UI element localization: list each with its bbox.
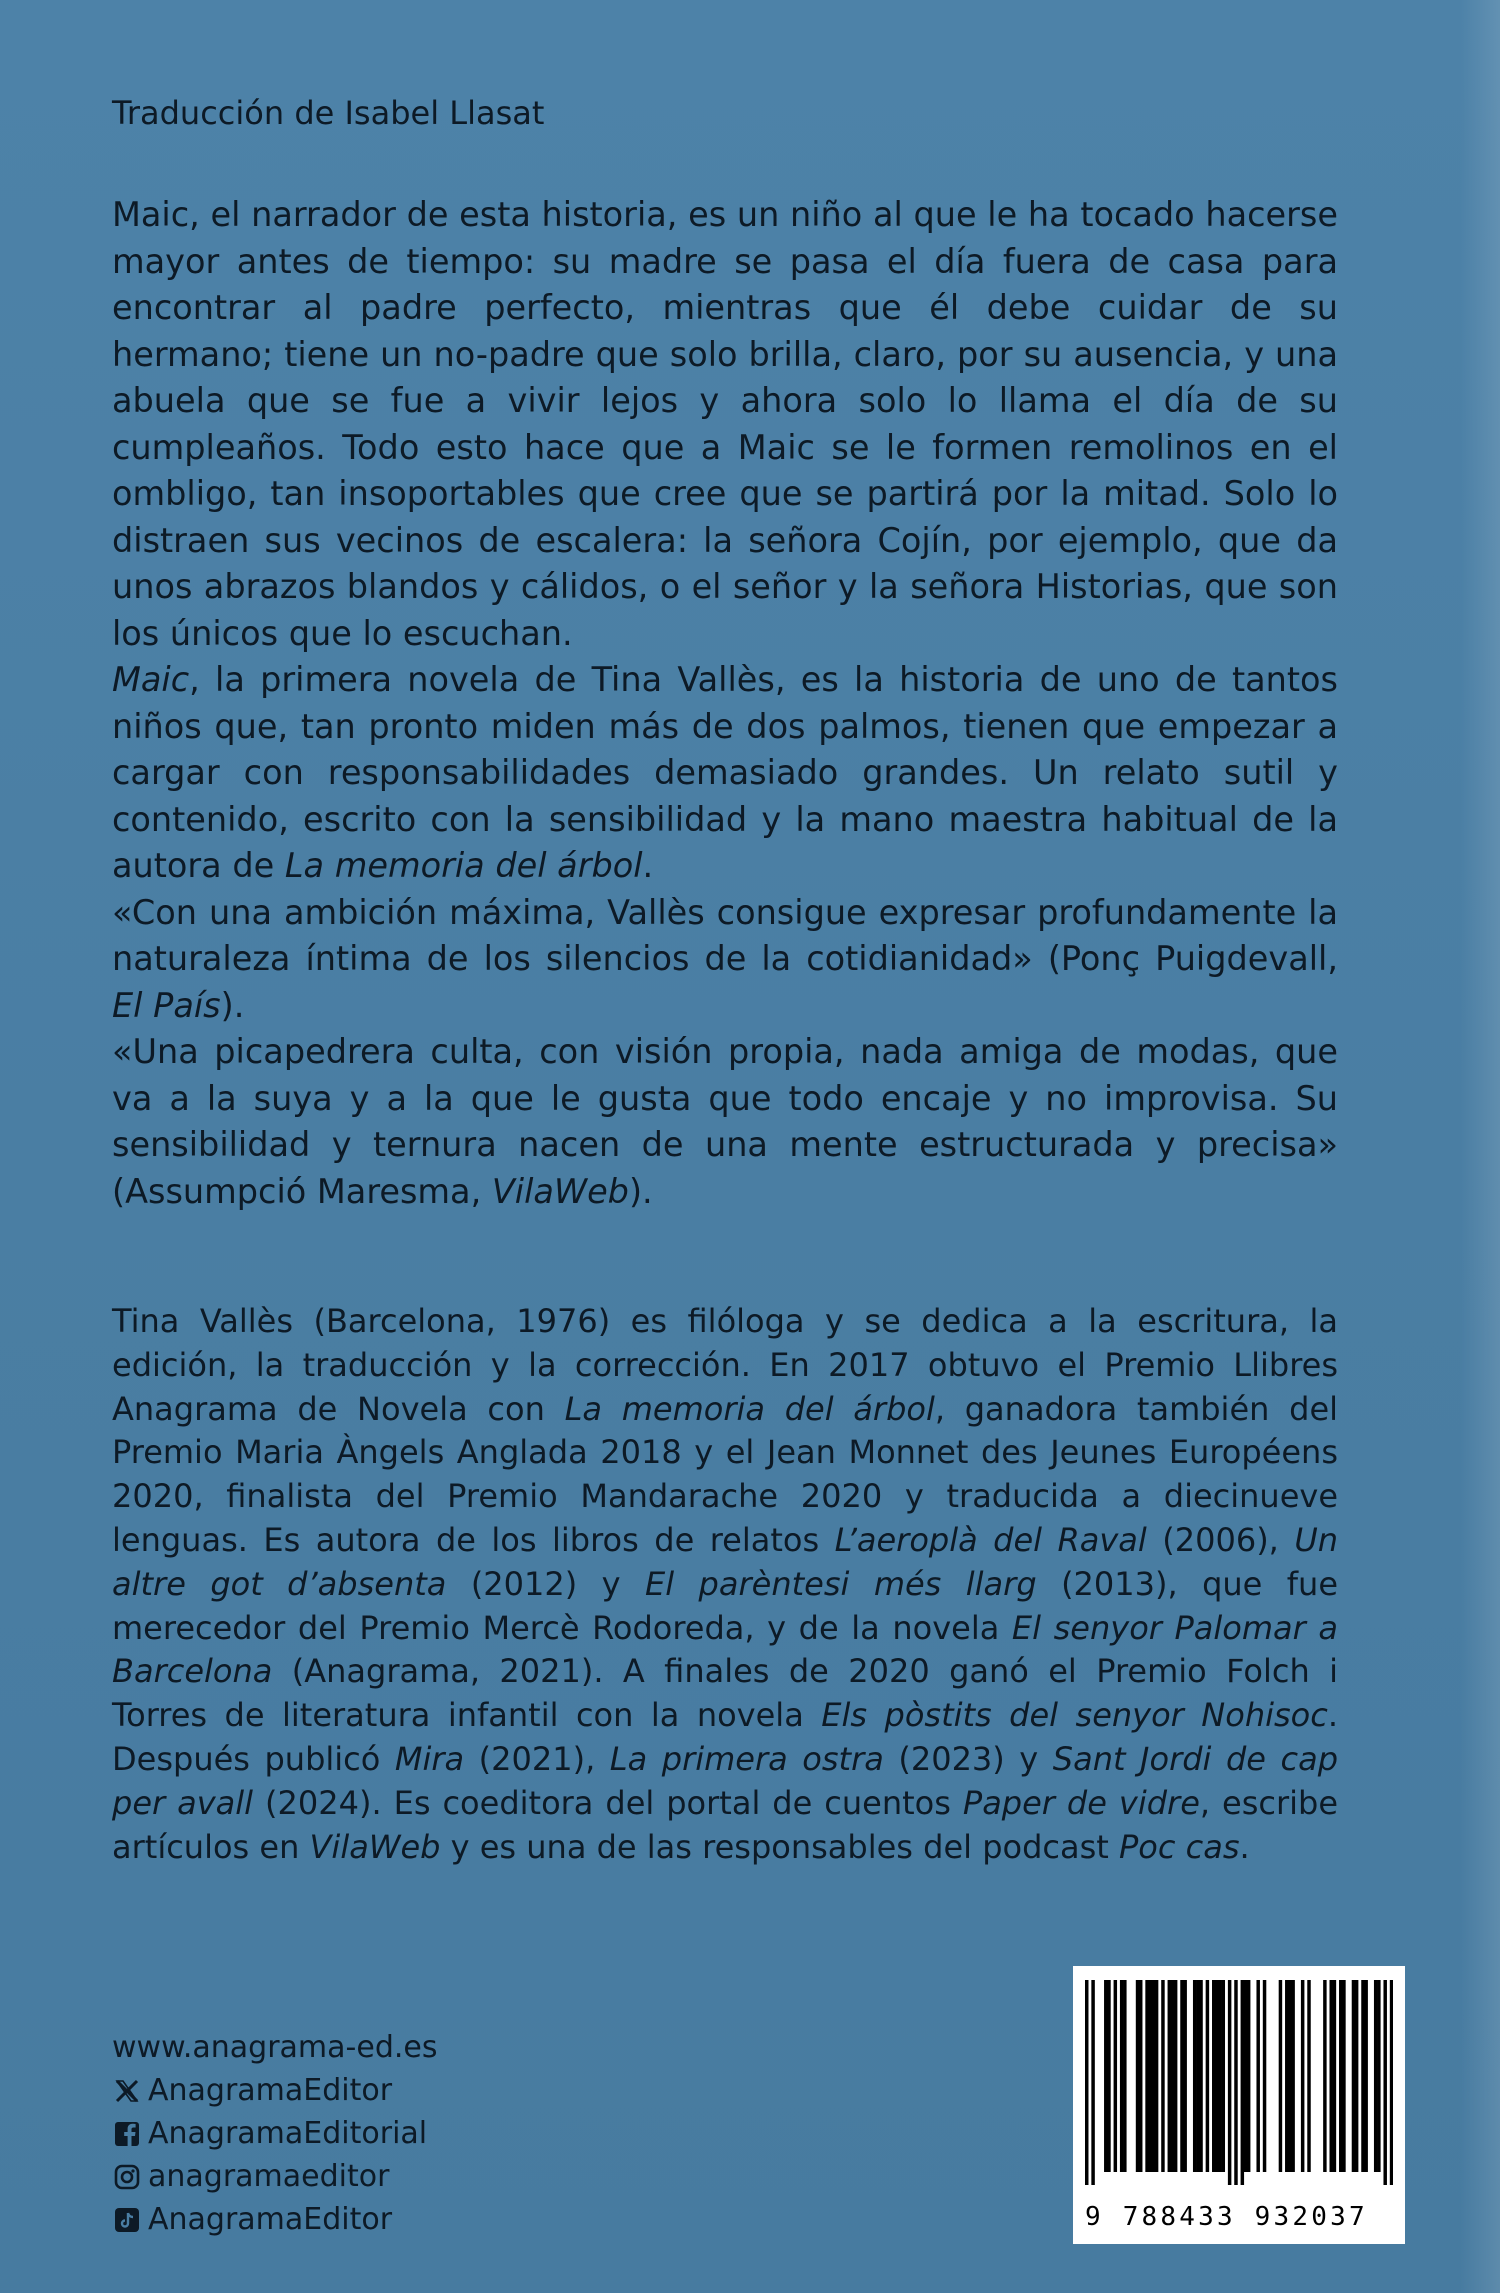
italic-title: Maic (112, 660, 190, 699)
text-run: (2006), (1146, 1520, 1295, 1559)
instagram-row[interactable] (112, 2155, 438, 2198)
barcode-bar (1288, 1980, 1291, 2172)
instagram-handle[interactable]: anagramaeditor (148, 2159, 390, 2194)
barcode-bar (1279, 1980, 1282, 2172)
barcode-bar (1104, 1980, 1107, 2172)
isbn-barcode (1073, 1966, 1405, 2244)
barcode-bar (1161, 1980, 1164, 2172)
tiktok-row[interactable] (112, 2198, 438, 2241)
italic-title: Paper de vidre (962, 1783, 1200, 1822)
text-run: (Anagrama, 2021). A finales de 2020 ganó el Premio Folch i Torres de literatura infantil con la novela (112, 1652, 1338, 1735)
barcode-bar (1352, 1980, 1355, 2172)
barcode-bar (1120, 1980, 1123, 2172)
text-run: (2023) y (883, 1739, 1053, 1778)
author-bio (112, 1300, 1338, 1869)
x-handle[interactable]: AnagramaEditor (148, 2073, 393, 2108)
barcode-bar (1196, 1980, 1199, 2172)
italic-title: El parèntesi més llarg (645, 1564, 1037, 1603)
translator-credit: Traducción de Isabel Llasat (112, 94, 545, 132)
tiktok-icon (112, 2205, 142, 2235)
barcode-bar (1307, 1980, 1310, 2172)
italic-title: VilaWeb (491, 1171, 629, 1211)
barcode-bar (1377, 1980, 1380, 2172)
barcode-bar (1085, 1980, 1088, 2185)
synopsis-paragraph (112, 657, 1338, 890)
barcode-bar (1218, 1980, 1221, 2172)
barcode-bar (1193, 1980, 1196, 2172)
barcode-bar (1383, 1980, 1386, 2185)
facebook-icon (112, 2119, 142, 2149)
instagram-icon (112, 2162, 142, 2192)
barcode-bar (1339, 1980, 1342, 2172)
barcode-bar (1291, 1980, 1294, 2172)
barcode-bar (1091, 1980, 1094, 2185)
italic-title: Poc cas (1118, 1827, 1240, 1866)
barcode-bar (1374, 1980, 1377, 2172)
barcode-bar (1256, 1980, 1259, 2172)
barcode-bar (1333, 1980, 1336, 2172)
barcode-bar (1114, 1980, 1117, 2172)
text-run: Tina Vallès (Barcelona, 1976) es filóloga y se dedica a la escritura, la edición, la traducción y la corrección. En 2017 obtuvo el Premio Llibres Anagrama de Novela con (112, 1302, 1338, 1428)
tiktok-handle[interactable]: AnagramaEditor (148, 2202, 393, 2237)
italic-title: Sant Jordi de cap per avall (112, 1739, 1338, 1822)
barcode-bar (1222, 1980, 1225, 2172)
italic-title: El País (112, 985, 221, 1025)
text-run: ). (628, 1171, 653, 1211)
barcode-bar (1199, 1980, 1202, 2172)
text-run: . (1239, 1827, 1250, 1866)
barcode-bar (1263, 1980, 1266, 2172)
barcode-bar (1212, 1980, 1215, 2172)
barcode-bar (1241, 1980, 1244, 2185)
barcode-bar (1145, 1980, 1148, 2172)
isbn-digits: 9 788433 932037 (1085, 2202, 1368, 2232)
italic-title: El senyor Palomar a Barcelona (112, 1608, 1339, 1691)
italic-title: Un altre got d’absenta (112, 1520, 1339, 1603)
barcode-bar (1171, 1980, 1174, 2172)
barcode-bar (1206, 1980, 1209, 2172)
text-run: , la primera novela de Tina Vallès, es la historia de uno de tantos niños que, tan pronto miden más de dos palmos, tienen que empezar a cargar con responsabilidades demasiado grandes. Un relato sutil y contenido, escrito con la sensibilidad y la mano maestra habitual de la autora de (112, 660, 1338, 885)
text-run: «Una picapedrera culta, con visión propia, nada amiga de modas, que va a la suya y a la que le gusta que todo encaje y no improvisa. Su sensibilidad y ternura nacen de una mente estructurada y precisa» (Assumpció Maresma, (112, 1032, 1338, 1211)
barcode-bar (1390, 1980, 1393, 2185)
italic-title: L’aeroplà del Raval (834, 1520, 1147, 1559)
barcode-bar (1123, 1980, 1126, 2172)
website-row[interactable] (112, 2026, 438, 2069)
text-run: . Después publicó (112, 1696, 1339, 1778)
barcode-bar (1234, 1980, 1237, 2185)
barcode-bar (1215, 1980, 1218, 2172)
synopsis (112, 192, 1338, 1215)
barcode-bar (1301, 1980, 1304, 2172)
barcode-bar (1355, 1980, 1358, 2172)
synopsis-paragraph (112, 192, 1338, 657)
text-run: (2021), (464, 1739, 610, 1778)
x-icon (112, 2076, 142, 2106)
facebook-row[interactable] (112, 2112, 438, 2155)
barcode-bar (1244, 1980, 1247, 2172)
publisher-contacts (112, 2026, 438, 2241)
website-link[interactable]: www.anagrama-ed.es (112, 2030, 438, 2065)
italic-title: La memoria del árbol (284, 846, 643, 885)
barcode-bar (1342, 1980, 1345, 2172)
barcode-bar (1149, 1980, 1152, 2172)
text-run: . (642, 846, 654, 885)
italic-title: La primera ostra (609, 1739, 884, 1778)
barcode-bar (1155, 1980, 1158, 2172)
text-run: , ganadora también del Premio Maria Àngels Anglada 2018 y el Jean Monnet des Jeunes Européens 2020, finalista del Premio Mandarache 2020 y traducida a diecinueve lenguas. Es autora de los libros de relatos (112, 1389, 1339, 1559)
text-run: (2013), que fue merecedor del Premio Mercè Rodoreda, y de la novela (112, 1564, 1339, 1647)
italic-title: La memoria del árbol (564, 1389, 935, 1428)
author-bio-paragraph (112, 1300, 1338, 1869)
barcode-bar (1183, 1980, 1186, 2172)
barcode-bar (1285, 1980, 1288, 2172)
barcode-bar (1152, 1980, 1155, 2172)
barcode-bar (1361, 1980, 1364, 2172)
italic-title: Mira (394, 1739, 465, 1778)
italic-title: VilaWeb (309, 1827, 441, 1866)
barcode-bar (1107, 1980, 1110, 2172)
barcode-bar (1180, 1980, 1183, 2172)
x-row[interactable] (112, 2069, 438, 2112)
text-run: «Con una ambición máxima, Vallès consigue expresar profundamente la naturaleza íntima de los silencios de la cotidianidad» (Ponç Puigdevall, (112, 892, 1338, 978)
synopsis-paragraph (112, 1029, 1338, 1215)
barcode-bar (1228, 1980, 1231, 2185)
text-run: , escribe artículos en (112, 1783, 1339, 1866)
barcode-bar (1329, 1980, 1332, 2172)
barcode-bars (1085, 1980, 1393, 2185)
barcode-bar (1168, 1980, 1171, 2172)
synopsis-paragraph (112, 890, 1338, 1030)
facebook-handle[interactable]: AnagramaEditorial (148, 2116, 428, 2151)
text-run: ). (220, 985, 245, 1025)
text-run: (2024). Es coeditora del portal de cuentos (253, 1783, 963, 1822)
barcode-bar (1139, 1980, 1142, 2172)
barcode-bar (1364, 1980, 1367, 2172)
italic-title: Els pòstits del senyor Nohisoc (821, 1696, 1328, 1735)
barcode-bar (1323, 1980, 1326, 2172)
text-run: y es una de las responsables del podcast (440, 1827, 1119, 1866)
barcode-bar (1174, 1980, 1177, 2172)
text-run: Maic, el narrador de esta historia, es un niño al que le ha tocado hacerse mayor antes de tiempo: su madre se pasa el día fuera de casa para encontrar al padre perfecto, mientras que él debe cuidar de su hermano; tiene un no-padre que solo brilla, claro, por su ausencia, y una abuela que se fue a vivir lejos y ahora solo lo llama el día de su cumpleaños. Todo esto hace que a Maic se le formen remolinos en el ombligo, tan insoportables que cree que se partirá por la mitad. Solo lo distraen sus vecinos de escalera: la señora Cojín, por ejemplo, que da unos abrazos blandos y cálidos, o el señor y la señora Historias, que son los únicos que lo escuchan. (112, 195, 1338, 653)
barcode-bar (1136, 1980, 1139, 2172)
text-run: (2012) y (446, 1564, 646, 1603)
barcode-bar (1247, 1980, 1250, 2172)
